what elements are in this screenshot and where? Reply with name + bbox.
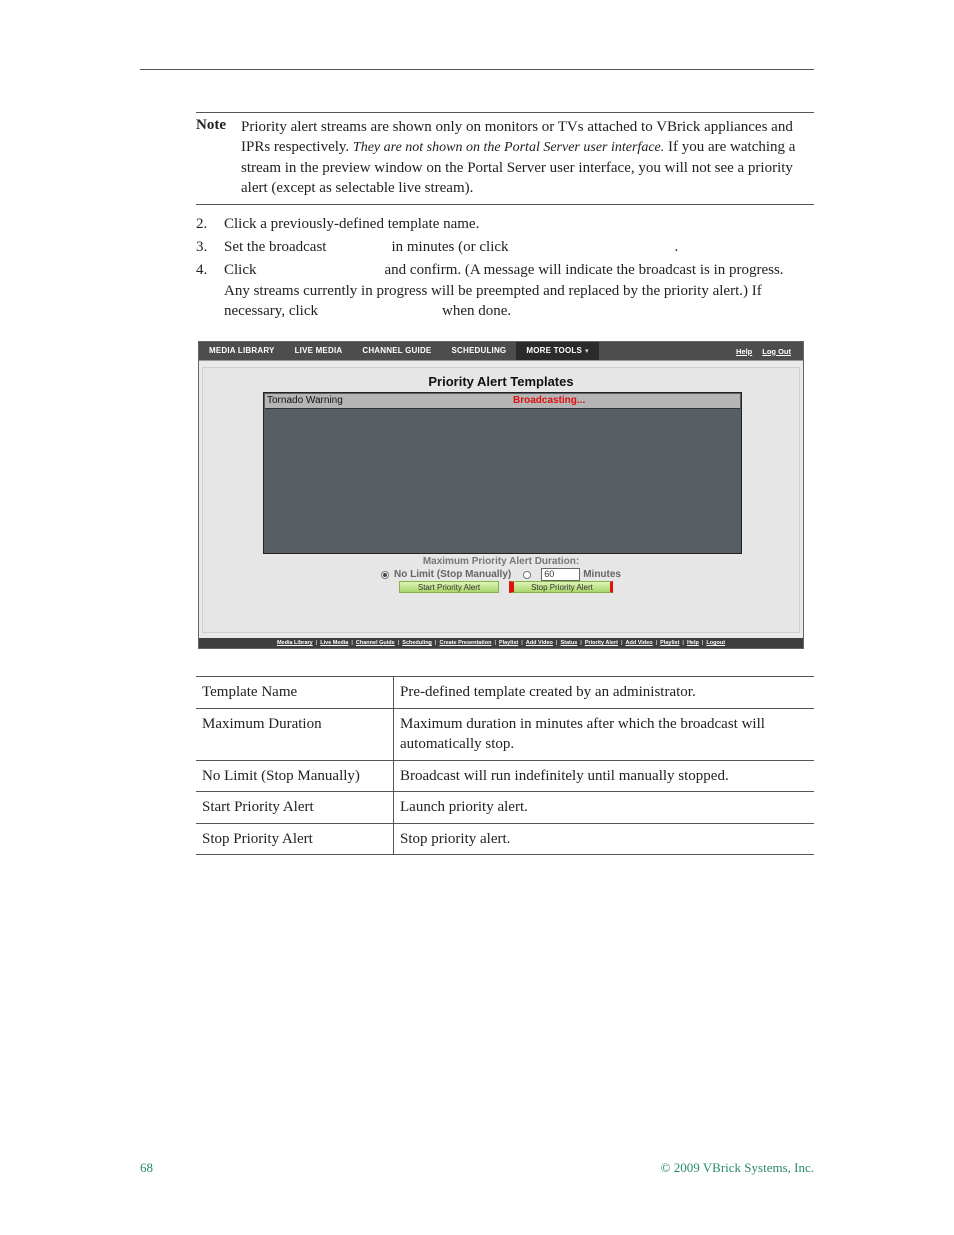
footer-links: Media Library | Live Media | Channel Guide | Scheduling | Create Presentation | Playlist | Add Video | Status | Priority Alert | Add Video | Playlist | Help | Logout (199, 638, 803, 648)
table-row (196, 823, 814, 855)
field-desc: Broadcast will run indefinitely until manually stopped. (394, 760, 815, 792)
note-text-2: If you are watching a stream in the preview window on the Portal Server user interface, you will not see a priority alert (except as selectable live stream). (241, 139, 796, 196)
step-text-a: Set the broadcast (224, 239, 327, 255)
header-rule (140, 69, 814, 70)
table-row (196, 792, 814, 824)
nav-channel-guide[interactable]: CHANNEL GUIDE (362, 346, 432, 355)
footer-link[interactable]: Channel Guide (355, 640, 395, 646)
footer-link[interactable]: Playlist (498, 640, 519, 646)
field-desc: Pre-defined template created by an administrator. (394, 677, 815, 709)
nav-media-library[interactable]: MEDIA LIBRARY (209, 346, 275, 355)
field-name: Maximum Duration (196, 708, 394, 760)
step-text-c: . (674, 239, 679, 255)
field-name: Start Priority Alert (196, 792, 394, 824)
step-text-c: when done. (441, 303, 512, 319)
table-row (196, 760, 814, 792)
footer-link[interactable]: Scheduling (402, 640, 432, 646)
step-text: Click a previously-defined template name. (224, 216, 480, 232)
footer-link[interactable]: Priority Alert (584, 640, 618, 646)
page-number: 68 (140, 1160, 153, 1175)
step-4 (196, 260, 796, 322)
template-list (263, 392, 742, 554)
step-3 (196, 237, 796, 258)
copyright: © 2009 VBrick Systems, Inc. (660, 1160, 814, 1175)
footer-link[interactable]: Add Video (625, 640, 653, 646)
stop-priority-alert-button[interactable]: Stop Priority Alert (509, 581, 613, 593)
step-text-b: in minutes (or click (391, 239, 509, 255)
field-desc: Maximum duration in minutes after which the broadcast will automatically stop. (394, 708, 815, 760)
panel-title: Priority Alert Templates (428, 374, 574, 389)
no-limit-radio[interactable] (381, 571, 389, 579)
field-name: Template Name (196, 677, 394, 709)
steps-list (196, 214, 796, 324)
logout-link[interactable]: Log Out (762, 346, 791, 356)
footer-link[interactable]: Add Video (525, 640, 553, 646)
footer-link[interactable]: Help (686, 640, 699, 646)
step-text-b: and confirm. (A message will indicate the broadcast is in progress. Any streams currently in progress will be preempted and replaced by the priority alert.) If necessary, click (224, 262, 784, 319)
nav-right (736, 347, 803, 356)
field-name: No Limit (Stop Manually) (196, 760, 394, 792)
top-nav (199, 342, 803, 361)
step-number: 2. (196, 216, 208, 232)
table-row (196, 708, 814, 760)
field-desc: Stop priority alert. (394, 823, 815, 855)
footer-link[interactable]: Status (560, 640, 578, 646)
footer-link[interactable]: Create Presentation (439, 640, 492, 646)
step-text-a: Click (224, 262, 257, 278)
nav-more-tools-label: MORE TOOLS (526, 346, 582, 355)
note-label: Note (196, 117, 226, 133)
template-status: Broadcasting... (513, 395, 586, 406)
no-limit-label: No Limit (Stop Manually) (394, 569, 512, 580)
help-link[interactable]: Help (735, 346, 753, 356)
minutes-input[interactable]: 60 (541, 568, 580, 581)
duration-label: Maximum Priority Alert Duration: (422, 556, 580, 567)
field-name: Stop Priority Alert (196, 823, 394, 855)
template-row[interactable] (265, 394, 740, 409)
step-number: 3. (196, 239, 208, 255)
footer-link[interactable]: Media Library (276, 640, 313, 646)
table-row (196, 677, 814, 709)
duration-options (381, 568, 621, 581)
minutes-radio[interactable] (523, 571, 531, 579)
dropdown-arrow-icon: ▾ (585, 348, 589, 355)
start-priority-alert-button[interactable]: Start Priority Alert (399, 581, 499, 593)
note-text-1: Priority alert streams are shown only on monitors or TVs attached to VBrick appliances and IPRs respectively. (241, 119, 793, 155)
content-panel (202, 367, 800, 633)
footer-link[interactable]: Logout (706, 640, 726, 646)
step-number: 4. (196, 262, 208, 278)
nav-scheduling[interactable]: SCHEDULING (451, 346, 507, 355)
note-text (241, 117, 814, 198)
field-desc: Launch priority alert. (394, 792, 815, 824)
minutes-label: Minutes (583, 569, 621, 580)
nav-more-tools[interactable] (516, 342, 598, 360)
priority-alert-screenshot (198, 341, 804, 649)
note-text-italic: They are not shown on the Portal Server user interface. (352, 140, 665, 155)
field-definitions-table (196, 676, 814, 855)
footer-link[interactable]: Live Media (320, 640, 349, 646)
template-name: Tornado Warning (267, 395, 343, 406)
footer-link[interactable]: Playlist (660, 640, 680, 646)
nav-live-media[interactable]: LIVE MEDIA (294, 346, 343, 355)
note-box (196, 112, 814, 205)
step-2 (196, 214, 796, 235)
